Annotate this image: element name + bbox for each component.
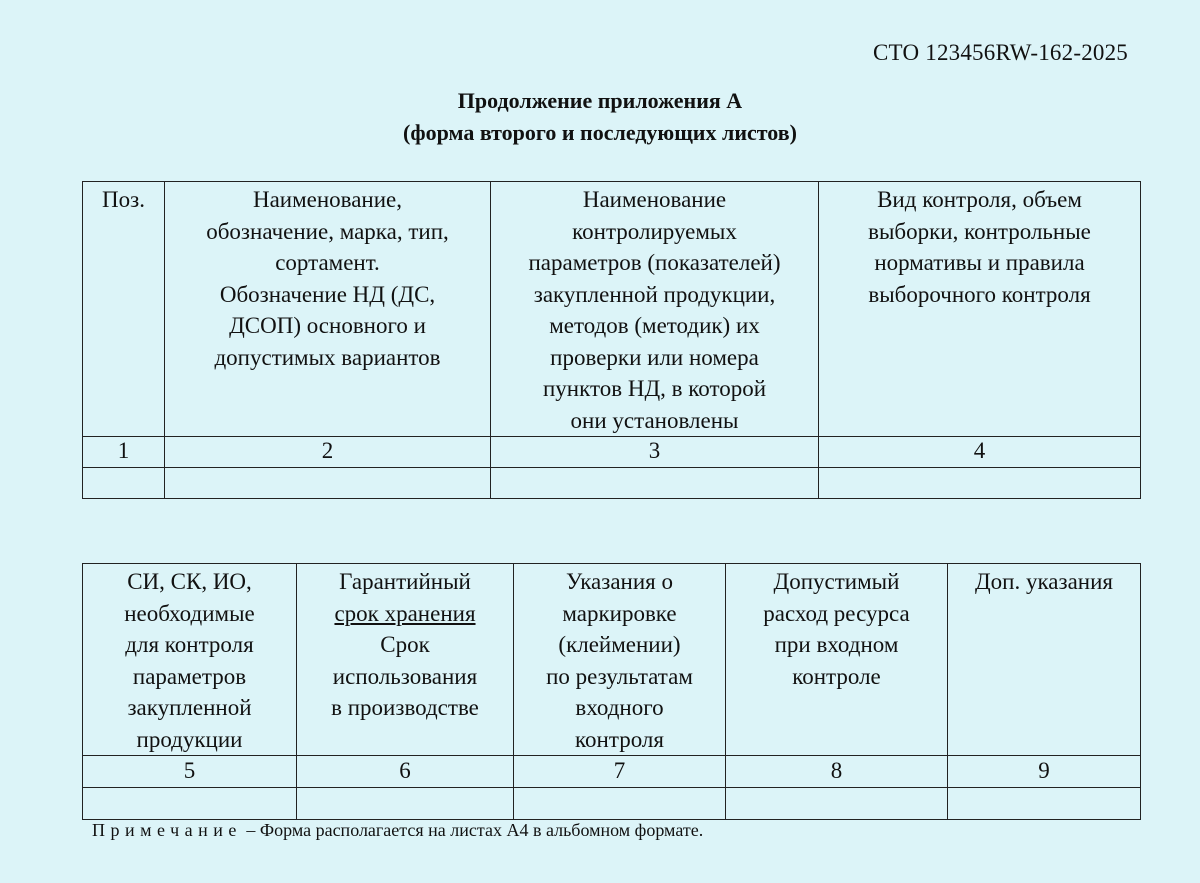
column-number: 5: [83, 756, 297, 788]
column-number: 4: [819, 437, 1141, 468]
header-measuring-instruments: СИ, СК, ИО, необходимые для контроля параметров закупленной продукции: [83, 564, 297, 756]
empty-cell: [491, 468, 819, 499]
column-number: 1: [83, 437, 165, 468]
column-number: 2: [165, 437, 491, 468]
header-storage-rest: Срок использования в производстве: [331, 632, 479, 720]
column-number: 7: [514, 756, 726, 788]
empty-cell: [165, 468, 491, 499]
table-row: [83, 468, 1141, 499]
empty-cell: [83, 788, 297, 820]
empty-cell: [83, 468, 165, 499]
header-additional-instructions: Доп. указания: [948, 564, 1141, 756]
form-table-2: [82, 563, 1141, 820]
empty-cell: [819, 468, 1141, 499]
empty-cell: [297, 788, 514, 820]
appendix-subtitle: (форма второго и последующих листов): [403, 120, 797, 145]
column-number-row: [83, 756, 1141, 788]
column-number: 3: [491, 437, 819, 468]
table-row: [83, 788, 1141, 820]
form-table-1: [82, 181, 1141, 499]
column-number: 6: [297, 756, 514, 788]
table-header-row: [83, 564, 1141, 756]
column-number-row: [83, 437, 1141, 468]
empty-cell: [726, 788, 948, 820]
empty-cell: [514, 788, 726, 820]
header-storage-underlined: срок хранения: [334, 600, 476, 626]
note-text: – Форма располагается на листах А4 в альбомном формате.: [241, 820, 704, 840]
header-resource-consumption: Допустимый расход ресурса при входном контроле: [726, 564, 948, 756]
header-control-type: Вид контроля, объем выборки, контрольные нормативы и правила выборочного контроля: [819, 182, 1141, 437]
column-number: 8: [726, 756, 948, 788]
note: [92, 820, 703, 841]
column-number: 9: [948, 756, 1141, 788]
header-name-designation: Наименование, обозначение, марка, тип, сортамент. Обозначение НД (ДС, ДСОП) основного и допустимых вариантов: [165, 182, 491, 437]
table-header-row: [83, 182, 1141, 437]
appendix-title: Продолжение приложения А: [457, 88, 743, 113]
header-controlled-parameters: Наименование контролируемых параметров (показателей) закупленной продукции, методов (методик) их проверки или номера пунктов НД, в которой они установлены: [491, 182, 819, 437]
note-label: Примечание: [92, 820, 242, 840]
empty-cell: [948, 788, 1141, 820]
header-storage-period: [297, 564, 514, 756]
document-code: СТО 123456RW-162-2025: [873, 40, 1128, 65]
header-position: Поз.: [83, 182, 165, 437]
header-storage-line1: Гарантийный: [339, 569, 471, 594]
header-marking-instructions: Указания о маркировке (клеймении) по результатам входного контроля: [514, 564, 726, 756]
